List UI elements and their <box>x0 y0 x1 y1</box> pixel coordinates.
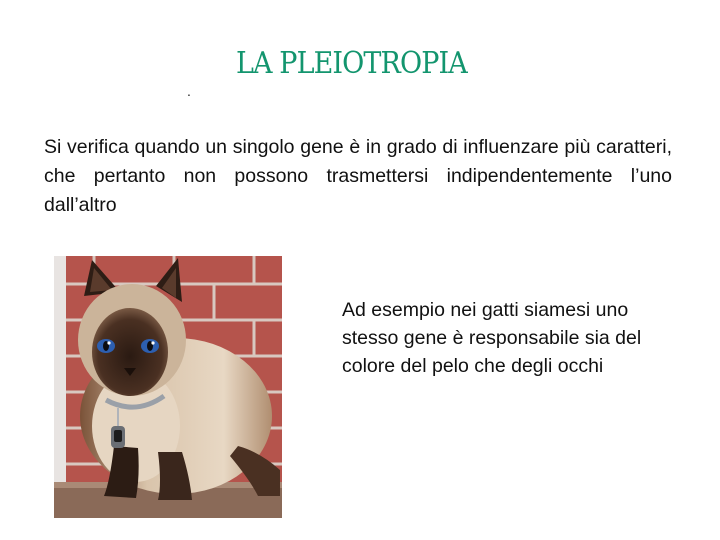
bullet-mark: . <box>187 83 191 99</box>
siamese-cat-photo <box>54 256 282 518</box>
slide-title: LA PLEIOTROPIA <box>236 46 467 81</box>
definition-text: Si verifica quando un singolo gene è in grado di influenzare più caratteri, che pertanto non possono trasmettersi indipendentemente l’uno dall’altro <box>44 136 672 216</box>
example-text: Ad esempio nei gatti siamesi uno stesso gene è responsabile sia del colore del pelo che degli occhi <box>342 299 642 377</box>
